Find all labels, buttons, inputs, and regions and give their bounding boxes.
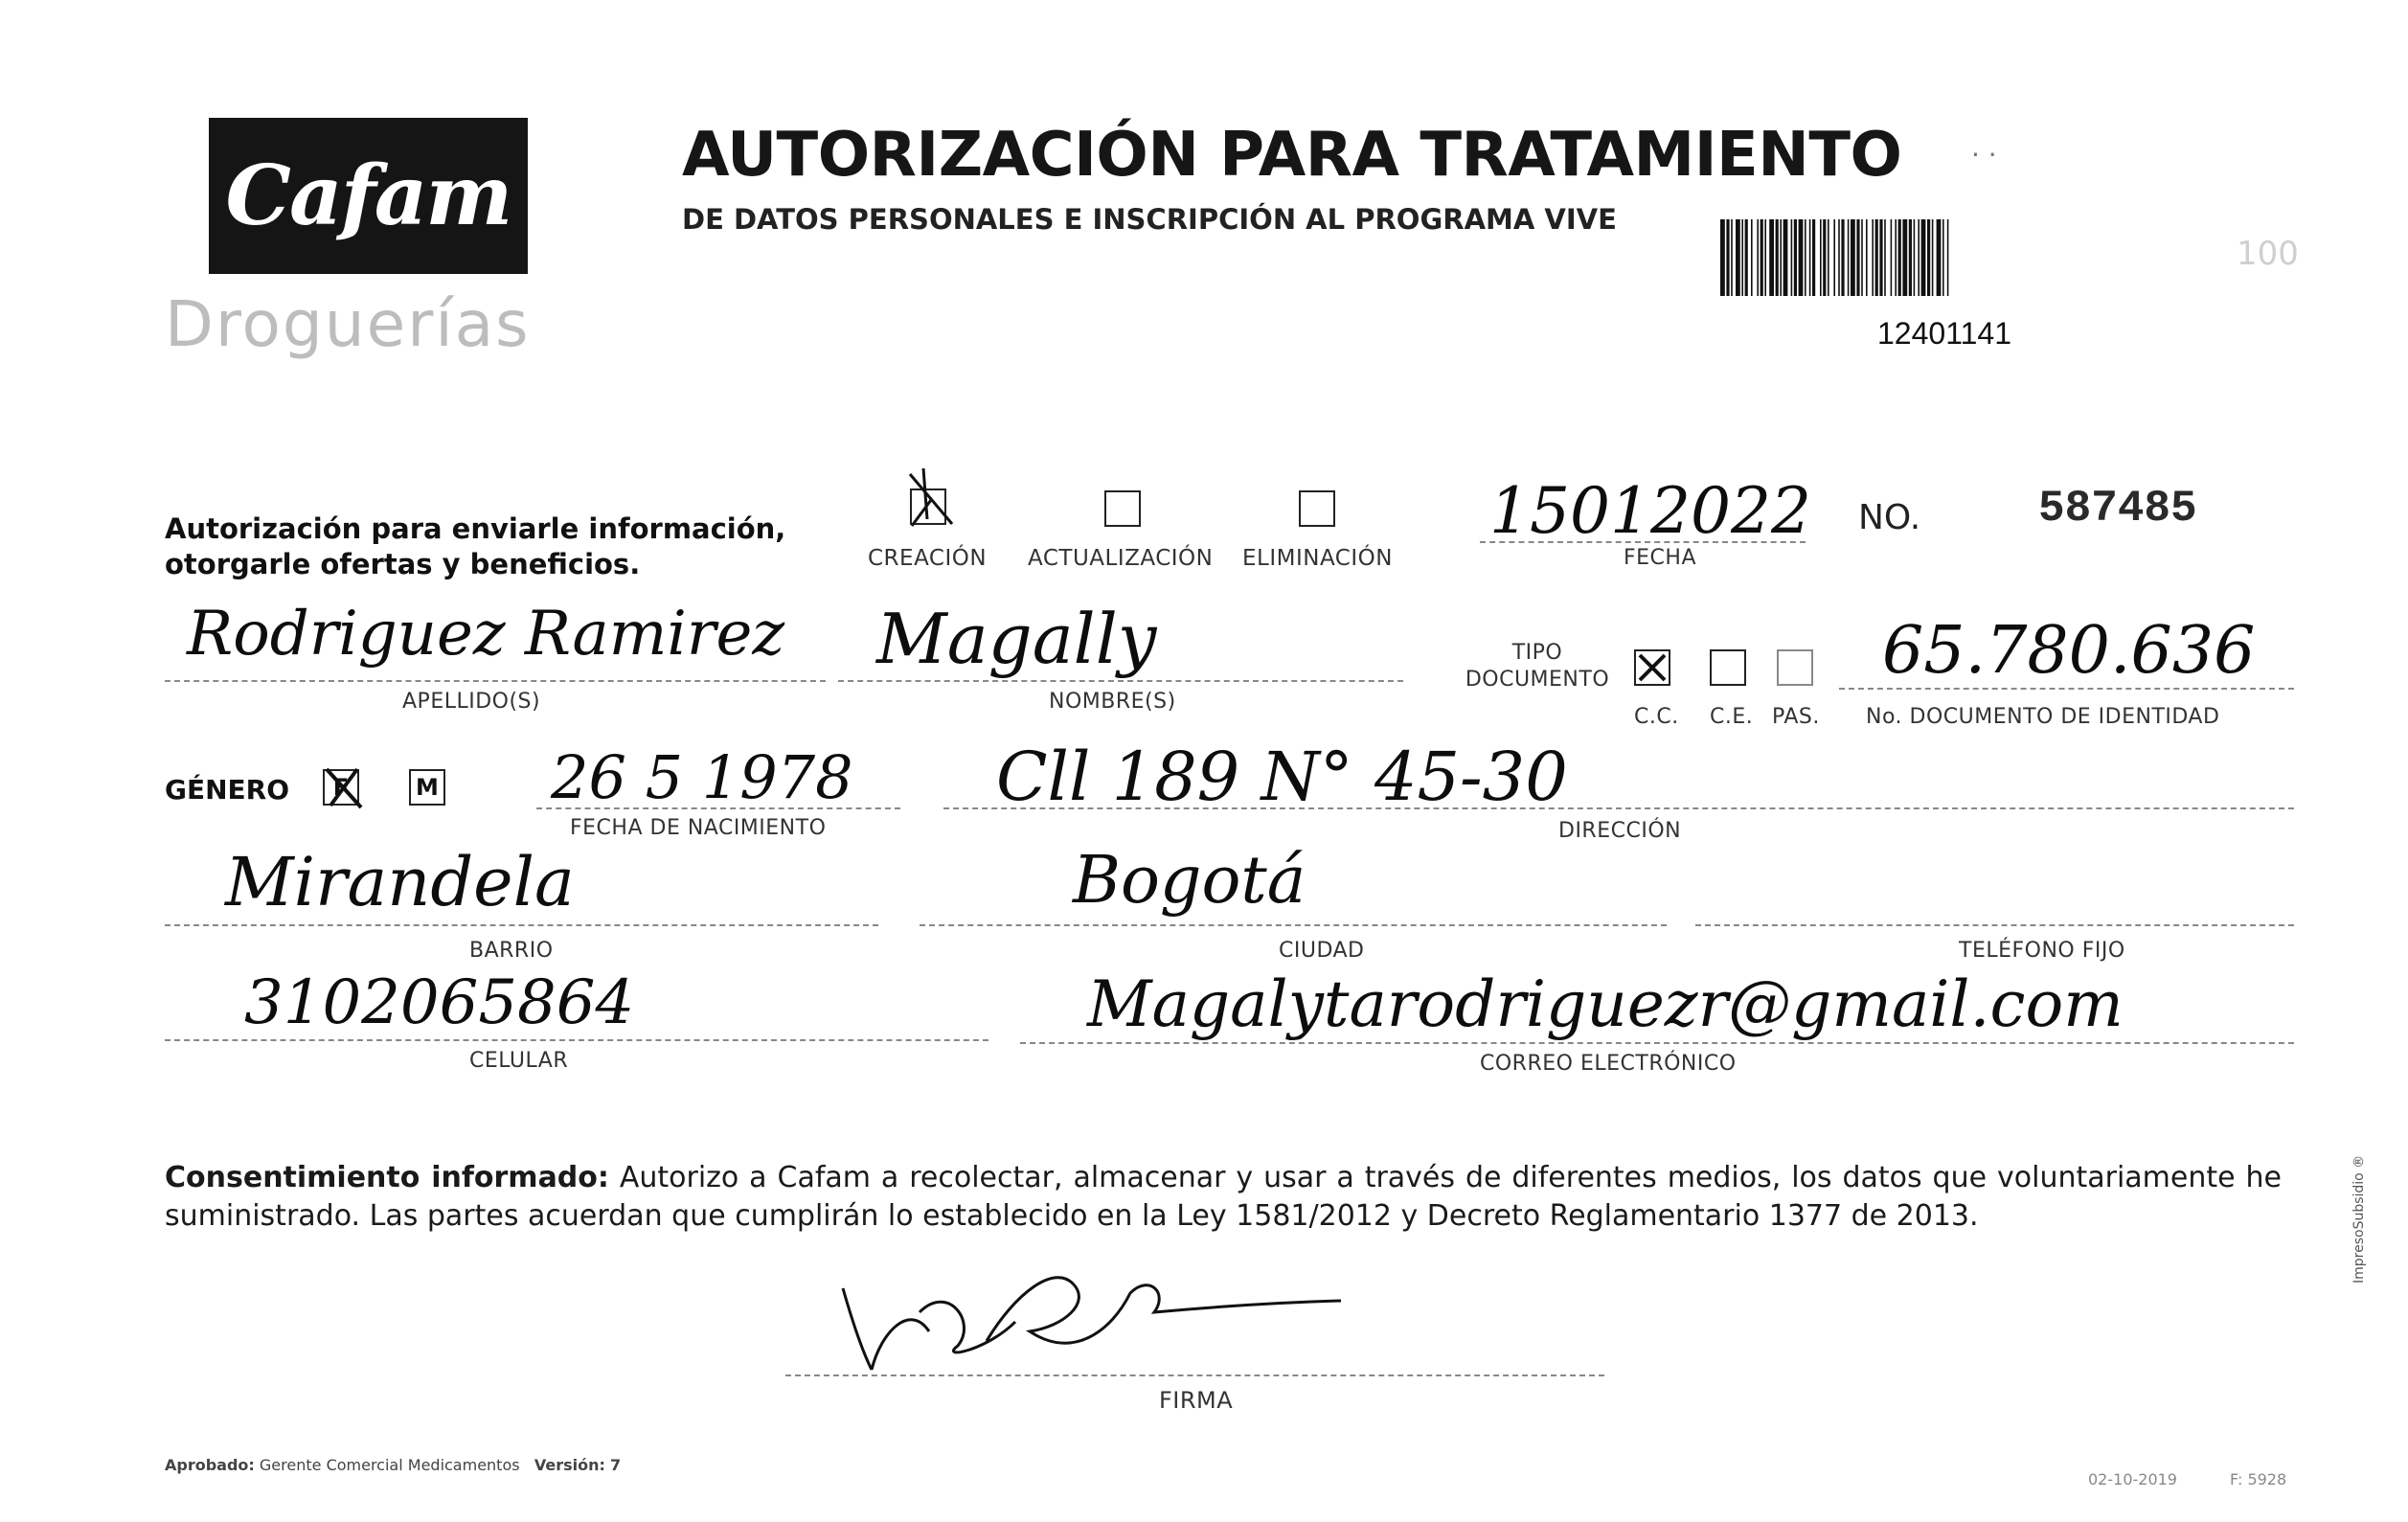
barcode-bar bbox=[1720, 219, 1725, 296]
scan-mark: · · bbox=[1971, 139, 1997, 170]
barcode-bar bbox=[1866, 219, 1868, 296]
barcode-bar bbox=[1751, 219, 1753, 296]
pas-label: PAS. bbox=[1772, 705, 1820, 729]
telefono-line[interactable] bbox=[1695, 924, 2294, 926]
check-x-icon bbox=[902, 466, 960, 534]
form-title: AUTORIZACIÓN PARA TRATAMIENTO bbox=[682, 120, 1902, 191]
actualizacion-checkbox[interactable] bbox=[1104, 490, 1141, 527]
correo-line bbox=[1020, 1042, 2294, 1044]
genero-f-checkbox[interactable] bbox=[323, 769, 359, 806]
creacion-checkbox[interactable] bbox=[910, 488, 946, 525]
aprobado-label: Aprobado: bbox=[165, 1456, 255, 1474]
barcode-bar bbox=[1780, 219, 1782, 296]
barcode-number: 12401141 bbox=[1877, 316, 2011, 351]
eliminacion-checkbox[interactable] bbox=[1299, 490, 1335, 527]
genero-f-label: F bbox=[332, 774, 350, 801]
consent-text: Autorizo a Cafam a recolectar, almacenar y usar a través de diferentes medios, los datos que voluntariamente he suministrado. Las partes acuerdan que cumplirán lo establecido en la Ley 1581/2012 y Decreto Reglamentario 1377 de 2013. bbox=[165, 1161, 2282, 1233]
barcode-bar bbox=[1898, 219, 1901, 296]
barcode-bar bbox=[1776, 219, 1779, 296]
nombres-line bbox=[838, 680, 1403, 682]
firma-label: FIRMA bbox=[1159, 1387, 1234, 1414]
fecha-line bbox=[1480, 541, 1806, 543]
barcode-bar bbox=[1918, 219, 1920, 296]
celular-line bbox=[165, 1039, 988, 1041]
barcode-bar bbox=[1769, 219, 1774, 296]
ciudad-value[interactable]: Bogotá bbox=[1073, 843, 1306, 919]
barcode-bar bbox=[1726, 219, 1729, 296]
check-x-icon bbox=[319, 763, 367, 811]
ce-checkbox[interactable] bbox=[1710, 649, 1746, 686]
side-imprint: ImpresoSubsidio ® bbox=[2351, 1154, 2367, 1283]
barcode-bar bbox=[1799, 219, 1804, 296]
logo-text: Cafam bbox=[225, 148, 511, 244]
documento-line bbox=[1839, 688, 2294, 690]
barcode-bar bbox=[1851, 219, 1855, 296]
fecha-label: FECHA bbox=[1624, 546, 1697, 570]
telefono-label: TELÉFONO FIJO bbox=[1959, 939, 2125, 963]
barcode-bar bbox=[1909, 219, 1912, 296]
apellidos-value[interactable]: Rodriguez Ramirez bbox=[187, 599, 785, 670]
no-label: NO. bbox=[1858, 498, 1921, 537]
barcode-bar bbox=[1764, 219, 1766, 296]
barcode-bar bbox=[1921, 219, 1926, 296]
barcode-bar bbox=[1841, 219, 1844, 296]
barcode-bar bbox=[1891, 219, 1893, 296]
direccion-value[interactable]: Cll 189 N° 45-30 bbox=[996, 738, 1568, 816]
fecha-value[interactable]: 15012022 bbox=[1489, 474, 1811, 548]
nombres-label: NOMBRE(S) bbox=[1049, 690, 1176, 714]
genero-m-checkbox[interactable] bbox=[409, 769, 445, 806]
genero-label: GÉNERO bbox=[165, 774, 290, 806]
consent-paragraph bbox=[165, 1159, 2282, 1236]
ciudad-line bbox=[920, 924, 1667, 926]
barcode-bar bbox=[1856, 219, 1859, 296]
genero-m-label: M bbox=[416, 774, 439, 801]
barcode-bar bbox=[1872, 219, 1874, 296]
direccion-label: DIRECCIÓN bbox=[1558, 819, 1682, 843]
nacimiento-value[interactable]: 26 5 1978 bbox=[551, 742, 853, 812]
barcode-bar bbox=[1791, 219, 1793, 296]
celular-value[interactable]: 3102065864 bbox=[244, 967, 635, 1038]
consent-lead: Consentimiento informado: bbox=[165, 1161, 609, 1194]
documento-label: No. DOCUMENTO DE IDENTIDAD bbox=[1866, 705, 2220, 729]
cc-label: C.C. bbox=[1634, 705, 1679, 729]
pas-checkbox[interactable] bbox=[1777, 649, 1813, 686]
barrio-value[interactable]: Mirandela bbox=[225, 843, 575, 921]
barcode-bar bbox=[1902, 219, 1907, 296]
form-code: F: 5928 bbox=[2230, 1470, 2287, 1488]
eliminacion-label: ELIMINACIÓN bbox=[1242, 546, 1393, 571]
barcode-bar bbox=[1809, 219, 1811, 296]
cc-checkbox[interactable] bbox=[1634, 649, 1670, 686]
barcode-bar bbox=[1875, 219, 1878, 296]
date-code: 02-10-2019 bbox=[2088, 1470, 2177, 1488]
barcode-bar bbox=[1884, 219, 1886, 296]
nacimiento-line bbox=[536, 807, 900, 809]
actualizacion-label: ACTUALIZACIÓN bbox=[1028, 546, 1214, 571]
tipo-documento-label: TIPO DOCUMENTO bbox=[1465, 641, 1610, 692]
authorization-line-2: otorgarle ofertas y beneficios. bbox=[165, 548, 641, 580]
barcode-bar bbox=[1794, 219, 1797, 296]
ciudad-label: CIUDAD bbox=[1279, 939, 1365, 963]
version-value: 7 bbox=[609, 1456, 622, 1474]
barcode-bar bbox=[1937, 219, 1942, 296]
celular-label: CELULAR bbox=[469, 1049, 569, 1073]
barcode-bar bbox=[1927, 219, 1930, 296]
direccion-line bbox=[943, 807, 2294, 809]
corner-mark: 100 bbox=[2237, 235, 2299, 273]
firma-line[interactable] bbox=[785, 1374, 1604, 1376]
barrio-line bbox=[165, 924, 878, 926]
barcode-bar bbox=[1861, 219, 1863, 296]
barcode-bar bbox=[1745, 219, 1748, 296]
ce-label: C.E. bbox=[1710, 705, 1754, 729]
barcode-bar bbox=[1833, 219, 1835, 296]
creacion-label: CREACIÓN bbox=[868, 546, 988, 571]
aprobado-value: Gerente Comercial Medicamentos bbox=[259, 1456, 520, 1474]
barcode-bar bbox=[1741, 219, 1743, 296]
barcode-bar bbox=[1805, 219, 1806, 296]
authorization-line-1: Autorización para enviarle información, bbox=[165, 512, 786, 545]
barcode-bar bbox=[1812, 219, 1815, 296]
barcode-bar bbox=[1828, 219, 1829, 296]
barrio-label: BARRIO bbox=[469, 939, 554, 963]
version-label: Versión: bbox=[534, 1456, 605, 1474]
aprobado-line bbox=[165, 1456, 621, 1474]
barcode-bar bbox=[1932, 219, 1934, 296]
check-x-icon bbox=[1634, 649, 1670, 686]
cafam-logo bbox=[209, 118, 528, 274]
correo-label: CORREO ELECTRÓNICO bbox=[1480, 1052, 1737, 1076]
signature-drawing bbox=[824, 1255, 1360, 1389]
barcode-bar bbox=[1838, 219, 1840, 296]
barcode-bar bbox=[1823, 219, 1826, 296]
barcode-bar bbox=[1731, 219, 1733, 296]
no-value: 587485 bbox=[2038, 484, 2197, 534]
barcode-bar bbox=[1914, 219, 1916, 296]
nombres-value[interactable]: Magally bbox=[876, 599, 1157, 679]
barcode-bar bbox=[1895, 219, 1897, 296]
correo-value[interactable]: Magalytarodriguezr@gmail.com bbox=[1087, 967, 2124, 1041]
barcode-bar bbox=[1879, 219, 1882, 296]
barcode-bar bbox=[1783, 219, 1788, 296]
apellidos-line bbox=[165, 680, 826, 682]
form-subtitle: DE DATOS PERSONALES E INSCRIPCIÓN AL PROGRAMA VIVE bbox=[682, 203, 1617, 236]
barcode bbox=[1720, 219, 2107, 296]
barcode-bar bbox=[1757, 219, 1759, 296]
barcode-bar bbox=[1761, 219, 1763, 296]
barcode-bar bbox=[1820, 219, 1822, 296]
apellidos-label: APELLIDO(S) bbox=[402, 690, 541, 714]
documento-value[interactable]: 65.780.636 bbox=[1882, 613, 2256, 689]
droguerias-label: Droguerías bbox=[165, 287, 531, 361]
nacimiento-label: FECHA DE NACIMIENTO bbox=[570, 816, 827, 840]
barcode-bar bbox=[1942, 219, 1944, 296]
barcode-bar bbox=[1736, 219, 1740, 296]
barcode-bar bbox=[1947, 219, 1949, 296]
barcode-bar bbox=[1848, 219, 1850, 296]
